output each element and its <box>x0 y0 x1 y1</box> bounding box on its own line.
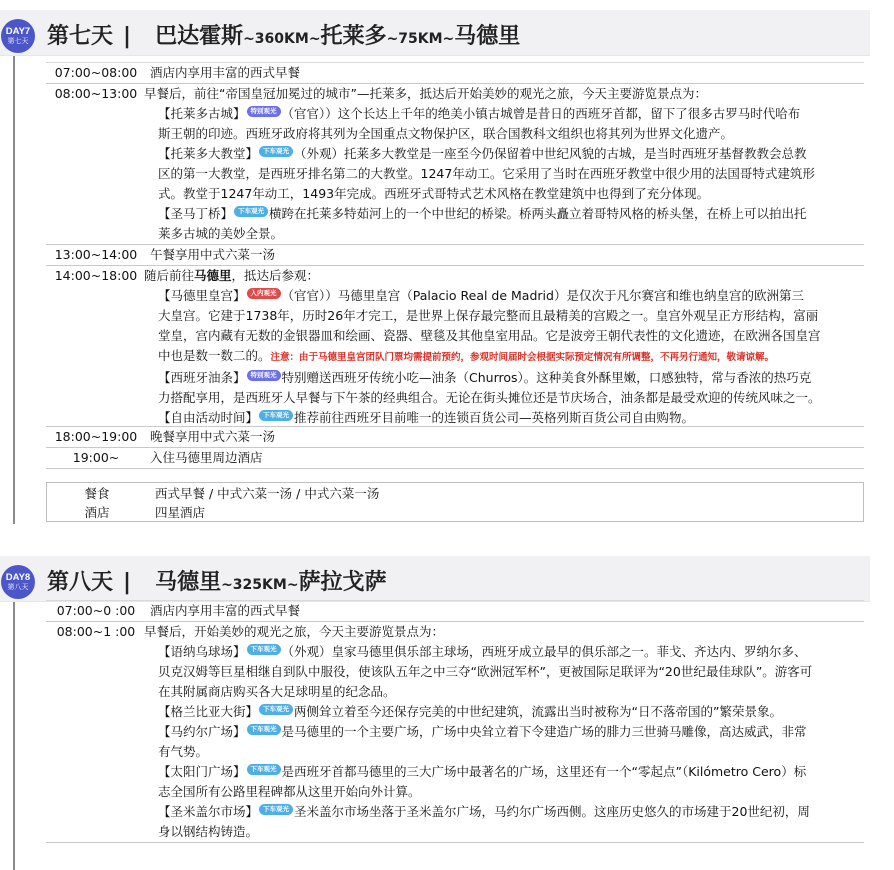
schedule-time: 08:00~1 :00 <box>56 624 136 639</box>
day7-title <box>47 19 520 50</box>
schedule-text: 酒店内享用丰富的西式早餐 <box>150 603 301 618</box>
route-stop: 巴达霍斯 <box>155 24 244 49</box>
schedule-text: 堂皇，宫内藏有无数的金银器皿和绘画、瓷器、壁毯及其他皇室用品。它是波旁王朝代表性的文化遗迹，在欧洲各国皇宫 <box>158 328 821 343</box>
schedule-text: 莱多古城的美妙全景。 <box>158 226 284 241</box>
schedule-time: 07:00~08:00 <box>54 65 138 80</box>
visit-type-tag: 下车观光 <box>259 410 293 421</box>
schedule-time: 19:00~ <box>72 450 120 465</box>
attraction-line <box>144 722 860 742</box>
text-segment: 随后前往 <box>144 268 195 283</box>
schedule-text: 志全国所有公路里程碑都从这里开始向外计算。 <box>158 784 421 799</box>
attraction-description: ，抵达后参观： <box>231 268 320 283</box>
attraction-name: 【自由活动时间】 <box>158 410 259 425</box>
day8-title-day: 第八天 <box>47 570 114 595</box>
schedule-content <box>150 63 860 83</box>
attraction-description: 特别赠送西班牙传统小吃—油条（Churros）。这种美食外酥里嫩，口感独特，常与香浓的热巧克 <box>281 370 812 385</box>
schedule-content <box>150 601 860 621</box>
schedule-row <box>46 83 864 244</box>
schedule-text: 区的第一大教堂，是西班牙排名第二的大教堂。1247年动工。它采用了当时在西班牙教堂中很少用的法国哥特式建筑形 <box>158 166 815 181</box>
day8-badge-number: DAY8 <box>5 572 31 583</box>
visit-type-tag: 特别观光 <box>247 370 281 381</box>
attraction-name: 【格兰比亚大街】 <box>158 704 259 719</box>
visit-type-tag: 下车观光 <box>247 644 281 655</box>
attraction-description: （外观）皇家马德里俱乐部主球场，西班牙成立最早的俱乐部之一。菲戈、齐达内、罗纳尔多、 <box>281 644 807 659</box>
attraction-line <box>144 702 860 722</box>
meal-label: 餐食 <box>84 486 110 501</box>
schedule-text: 酒店内享用丰富的西式早餐 <box>150 65 301 80</box>
attraction-name: 【语纳乌球场】 <box>158 644 246 659</box>
schedule-time: 13:00~14:00 <box>54 247 138 262</box>
attraction-line <box>144 642 860 662</box>
route-distance: ~360KM~ <box>243 31 321 47</box>
schedule-row <box>46 244 864 265</box>
route-stop: 萨拉戈萨 <box>298 570 387 595</box>
attraction-line <box>144 144 860 164</box>
schedule-content <box>144 622 860 842</box>
schedule-text: 午餐享用中式六菜一汤 <box>150 247 276 262</box>
attraction-line <box>144 286 860 306</box>
visit-type-tag: 特别观光 <box>247 106 281 117</box>
attraction-line <box>144 368 860 388</box>
schedule-text: 有气势。 <box>158 744 209 759</box>
day7-badge-number: DAY7 <box>5 26 31 37</box>
attraction-line <box>144 802 860 822</box>
schedule-text: 贝克汉姆等巨星相继自到队中服役，使该队五年之中三夺“欧洲冠军杯”，更被国际足联评为“20世纪最佳球队”。游客可 <box>158 664 813 679</box>
day7-badge-label: 第七天 <box>7 38 29 45</box>
route-stop: 马德里 <box>454 24 521 49</box>
visit-type-tag: 下车观光 <box>234 206 268 217</box>
destination-name: 马德里 <box>194 268 232 283</box>
attraction-description: 两侧耸立着至今还保存完美的中世纪建筑，流露出当时被称为“日不落帝国的”繁荣景象。 <box>294 704 782 719</box>
day7-info-box <box>46 482 864 522</box>
schedule-text: 早餐后，开始美妙的观光之旅，今天主要游览景点为： <box>144 624 445 639</box>
route-stop: 马德里 <box>155 570 222 595</box>
schedule-content <box>150 245 860 265</box>
hotel-label: 酒店 <box>84 505 110 520</box>
attraction-description: （官官））马德里皇宫（Palacio Real de Madrid）是仅次于凡尔赛宫和维也纳皇宫的欧洲第三 <box>281 288 804 303</box>
schedule-text: 斯王朝的印迹。西班牙政府将其列为全国重点文物保护区，联合国教科文组织也将其列为世界文化遗产。 <box>158 126 734 141</box>
day7-route <box>155 24 520 49</box>
visit-type-tag: 下车观光 <box>259 804 293 815</box>
meal-value: 西式早餐 / 中式六菜一汤 / 中式六菜一汤 <box>155 486 380 501</box>
day7-header <box>0 10 870 56</box>
attraction-name: 【圣米盖尔市场】 <box>158 804 259 819</box>
route-stop: 托莱多 <box>320 24 387 49</box>
day8-title <box>47 565 387 596</box>
schedule-end-rule <box>46 842 864 843</box>
day8-route <box>155 570 387 595</box>
day7-title-separator: | <box>123 24 132 49</box>
schedule-text: 身以钢结构铸造。 <box>158 824 259 839</box>
visit-type-tag: 下车观光 <box>259 704 293 715</box>
attraction-name: 【马约尔广场】 <box>158 724 246 739</box>
schedule-content <box>150 427 860 447</box>
schedule-content <box>144 84 860 244</box>
schedule-row <box>46 62 864 83</box>
schedule-row <box>46 621 864 842</box>
attraction-description: （官官））这个长达上千年的绝美小镇古城曾是昔日的西班牙首都，留下了很多古罗马时代哈布 <box>281 106 801 121</box>
attraction-description: 圣米盖尔市场坐落于圣米盖尔广场，马约尔广场西侧。这座历史悠久的市场建于20世纪初，周 <box>294 804 810 819</box>
attraction-name: 【托莱多大教堂】 <box>158 146 259 161</box>
schedule-text <box>144 266 860 286</box>
attraction-line <box>144 408 860 428</box>
schedule-content <box>144 266 860 428</box>
schedule-text: 早餐后，前往“帝国皇冠加冕过的城市”—托莱多，抵达后开始美妙的观光之旅，今天主要游览景点为： <box>144 86 707 101</box>
visit-type-tag: 下车观光 <box>247 764 281 775</box>
attraction-name: 【西班牙油条】 <box>158 370 246 385</box>
attraction-description: 横跨在托莱多特茹河上的一个中世纪的桥梁。桥两头矗立着哥特风格的桥头堡，在桥上可以拍出托 <box>269 206 807 221</box>
day7-title-day: 第七天 <box>47 24 114 49</box>
schedule-time: 14:00~18:00 <box>54 268 138 283</box>
visit-type-tag: 下车观光 <box>259 146 293 157</box>
schedule-time: 07:00~0 :00 <box>56 603 136 618</box>
day8-timeline-line <box>13 602 15 870</box>
hotel-value: 四星酒店 <box>155 505 206 520</box>
attraction-name: 【马德里皇宫】 <box>158 288 246 303</box>
day8-title-separator: | <box>123 570 132 595</box>
schedule-text: 晚餐享用中式六菜一汤 <box>150 429 276 444</box>
schedule-content <box>150 448 860 468</box>
schedule-time: 18:00~19:00 <box>54 429 138 444</box>
attraction-line <box>144 762 860 782</box>
day8-header <box>0 556 870 602</box>
day7-timeline-line <box>13 56 15 524</box>
day8-badge-label: 第八天 <box>7 584 29 591</box>
schedule-end-rule <box>46 468 864 469</box>
schedule-text: 式。教堂于1247年动工，1493年完成。西班牙式哥特式艺术风格在教堂建筑中也得到了充分体现。 <box>158 186 710 201</box>
schedule-row <box>46 447 864 468</box>
schedule-text: 入住马德里周边酒店 <box>150 450 263 465</box>
schedule-row <box>46 265 864 426</box>
day7-badge <box>1 19 35 53</box>
schedule-row <box>46 600 864 621</box>
visit-type-tag: 入内观光 <box>247 288 281 299</box>
route-distance: ~325KM~ <box>221 577 299 593</box>
attraction-description: （外观）托莱多大教堂是一座至今仍保留着中世纪风貌的古城，是当时西班牙基督教教会总教 <box>294 146 807 161</box>
schedule-time: 08:00~13:00 <box>54 86 138 101</box>
attraction-description: 是西班牙首都马德里的三大广场中最著名的广场，这里还有一个“零起点”（Kilómetro Cero）标 <box>281 764 807 779</box>
attraction-line <box>144 204 860 224</box>
visit-type-tag: 下车观光 <box>247 724 281 735</box>
attraction-line <box>144 104 860 124</box>
schedule-text: 大皇宫。它建于1738年，历时26年才完工，是世界上保存最完整而且最精美的宫殿之一。皇宫外观呈正方形结构，富丽 <box>158 308 819 323</box>
warning-note: 注意：由于马德里皇宫团队门票均需提前预约，参观时间届时会根据实际预定情况有所调整，不再另行通知，敬请谅解。 <box>270 352 775 363</box>
route-distance: ~75KM~ <box>386 31 455 47</box>
attraction-name: 【太阳门广场】 <box>158 764 246 779</box>
attraction-description: 是马德里的一个主要广场，广场中央耸立着下令建造广场的腓力三世骑马雕像，高达威武，非常 <box>281 724 807 739</box>
attraction-name: 【托莱多古城】 <box>158 106 246 121</box>
day8-badge <box>1 565 35 599</box>
schedule-text <box>144 346 860 368</box>
schedule-text: 在其附属商店购买各大足球明星的纪念品。 <box>158 684 396 699</box>
schedule-text: 力搭配享用，是西班牙人早餐与下午茶的经典组合。无论在街头摊位还是节庆场合，油条都是最受欢迎的传统风味之一。 <box>158 390 821 405</box>
schedule-row <box>46 426 864 447</box>
attraction-description: 推荐前往西班牙目前唯一的连锁百货公司—英格列斯百货公司自由购物。 <box>294 410 695 425</box>
text-segment: 中也是数一数二的。 <box>158 348 271 363</box>
attraction-name: 【圣马丁桥】 <box>158 206 234 221</box>
